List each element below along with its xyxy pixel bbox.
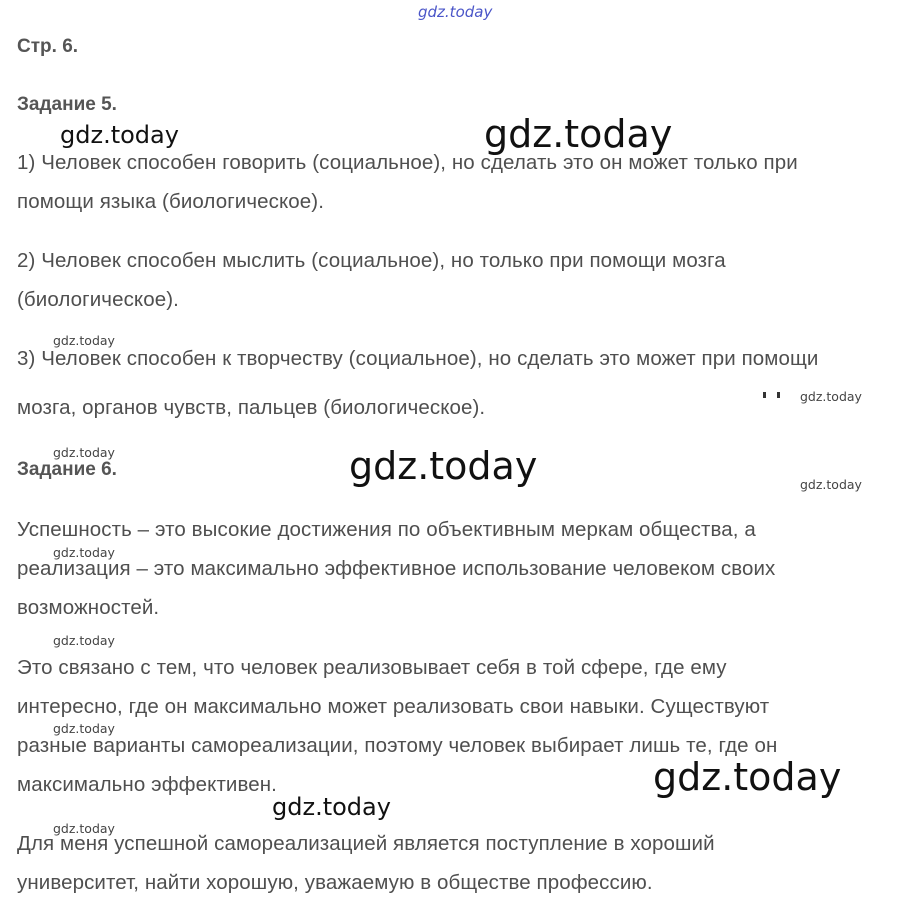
task5-line: 2) Человек способен мыслить (социальное), но только при помощи мозга [17, 249, 726, 272]
task6-line: разные варианты самореализации, поэтому человек выбирает лишь те, где он [17, 734, 778, 757]
watermark: gdz.today [53, 333, 115, 348]
task5-line: (биологическое). [17, 288, 179, 311]
watermark: gdz.today [60, 121, 179, 149]
task5-title: Задание 5. [17, 94, 117, 115]
task6-line: возможностей. [17, 596, 160, 619]
task5-line: мозга, органов чувств, пальцев (биологическое). [17, 396, 486, 419]
watermark: gdz.today [53, 721, 115, 736]
watermark: gdz.today [484, 112, 673, 156]
task6-title: Задание 6. [17, 459, 117, 480]
task6-line: интересно, где он максимально может реализовать свои навыки. Существуют [17, 695, 770, 718]
watermark: gdz.today [653, 755, 842, 799]
watermark: gdz.today [349, 444, 538, 488]
stray-marks [760, 389, 784, 399]
watermark: gdz.today [272, 793, 391, 821]
watermark: gdz.today [800, 389, 862, 404]
task5-line: 3) Человек способен к творчеству (социальное), но сделать это может при помощи [17, 347, 819, 370]
task6-line: университет, найти хорошую, уважаемую в обществе профессию. [17, 871, 653, 894]
task6-line: Для меня успешной самореализацией является поступление в хороший [17, 832, 715, 855]
watermark-top[interactable]: gdz.today [418, 3, 493, 21]
watermark: gdz.today [53, 633, 115, 648]
task6-line: максимально эффективен. [17, 773, 277, 796]
task6-line: Это связано с тем, что человек реализовывает себя в той сфере, где ему [17, 656, 727, 679]
task5-line: 1) Человек способен говорить (социальное), но сделать это он может только при [17, 151, 798, 174]
page-label: Стр. 6. [17, 36, 79, 57]
task6-line: Успешность – это высокие достижения по объективным меркам общества, а [17, 518, 756, 541]
watermark: gdz.today [53, 445, 115, 460]
task6-line: реализация – это максимально эффективное использование человеком своих [17, 557, 776, 580]
watermark: gdz.today [53, 545, 115, 560]
watermark: gdz.today [800, 477, 862, 492]
task5-line: помощи языка (биологическое). [17, 190, 325, 213]
watermark: gdz.today [53, 821, 115, 836]
